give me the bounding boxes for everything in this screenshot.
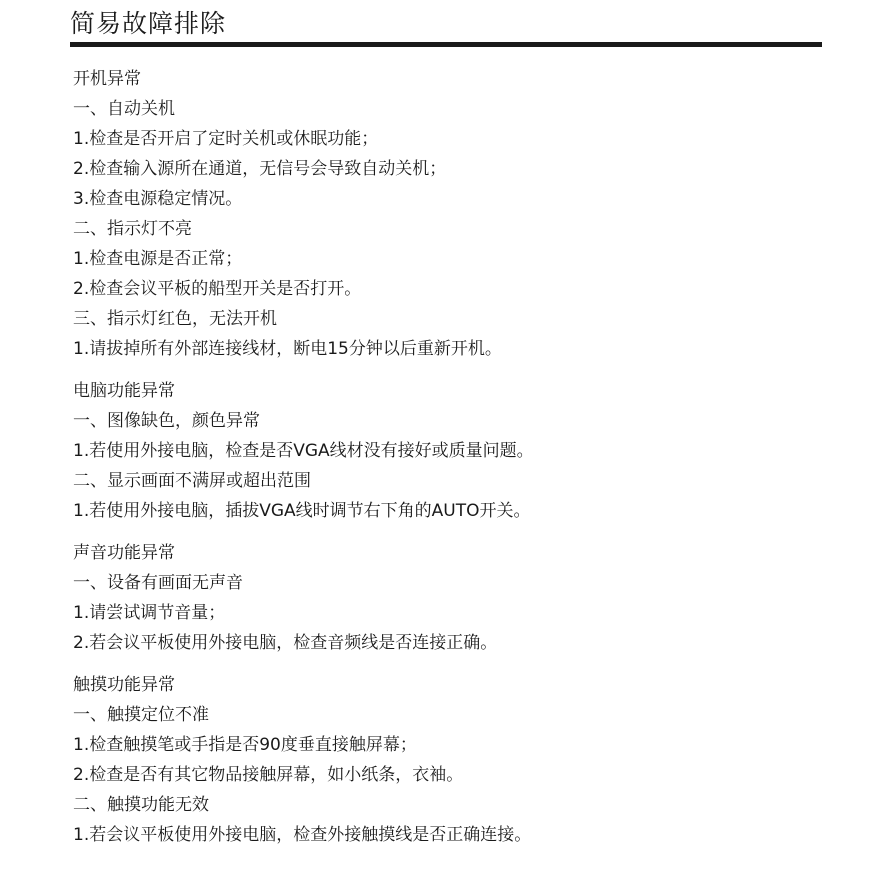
section-heading: 触摸功能异常 [73,675,175,695]
section-line: 1.若会议平板使用外接电脑，检查外接触摸线是否正确连接。 [73,825,532,845]
section-sound [73,538,833,658]
section-line: 一、自动关机 [73,99,175,119]
section-line: 2.检查输入源所在通道，无信号会导致自动关机； [73,159,447,179]
section-touch [73,670,833,850]
section-line: 2.检查会议平板的船型开关是否打开。 [73,279,362,299]
section-line: 一、设备有画面无声音 [73,573,243,593]
section-line: 1.请拔掉所有外部连接线材，断电15分钟以后重新开机。 [73,339,502,359]
section-computer [73,376,833,526]
section-line: 三、指示灯红色，无法开机 [73,309,277,329]
section-heading: 开机异常 [73,69,141,89]
section-power [73,64,833,364]
page-title: 简易故障排除 [70,9,227,38]
section-line: 1.检查电源是否正常； [73,249,243,269]
section-heading: 声音功能异常 [73,543,175,563]
section-line: 一、图像缺色，颜色异常 [73,411,260,431]
section-line: 3.检查电源稳定情况。 [73,189,243,209]
section-line: 二、指示灯不亮 [73,219,192,239]
section-line: 1.检查是否开启了定时关机或休眠功能； [73,129,379,149]
section-line: 1.请尝试调节音量； [73,603,226,623]
section-line: 1.若使用外接电脑，插拔VGA线时调节右下角的AUTO开关。 [73,501,531,521]
title-divider [70,42,822,47]
section-line: 2.检查是否有其它物品接触屏幕，如小纸条，衣袖。 [73,765,464,785]
section-line: 一、触摸定位不准 [73,705,209,725]
section-line: 二、触摸功能无效 [73,795,209,815]
section-line: 1.检查触摸笔或手指是否90度垂直接触屏幕； [73,735,417,755]
troubleshooting-sections [73,64,833,862]
section-line: 2.若会议平板使用外接电脑，检查音频线是否连接正确。 [73,633,498,653]
section-line: 二、显示画面不满屏或超出范围 [73,471,311,491]
section-line: 1.若使用外接电脑，检查是否VGA线材没有接好或质量问题。 [73,441,534,461]
section-heading: 电脑功能异常 [73,381,175,401]
